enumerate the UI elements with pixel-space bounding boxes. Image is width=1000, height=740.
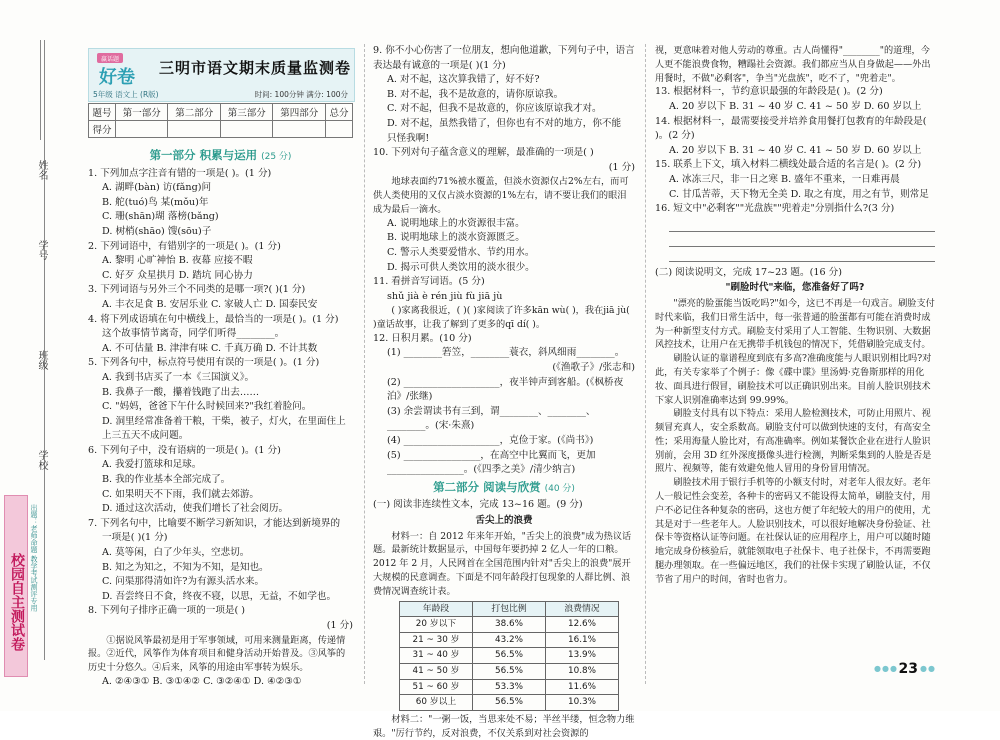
score-input-cell[interactable] — [273, 121, 326, 138]
table-header-cell: 年龄段 — [400, 601, 473, 617]
q8-points: (1 分) — [326, 620, 353, 631]
table-cell: 13.9% — [546, 648, 619, 664]
q9-option[interactable]: A. 对不起，这次算我错了，好不好? — [387, 74, 540, 86]
reading1-title: 舌尖上的浪费 — [475, 515, 533, 527]
table-cell: 38.6% — [473, 617, 546, 633]
sidebar-student-id-label: 学号 — [36, 240, 47, 260]
score-cell: 第三部分 — [220, 104, 273, 121]
question-14: 14. 根据材料一，最需要接受并培养食用餐打包教育的年龄段是( )。(2 分) — [655, 115, 927, 142]
score-table-header-row — [89, 104, 353, 121]
score-cell: 题号 — [89, 104, 116, 121]
score-input-cell[interactable] — [220, 121, 273, 138]
part2-points: (40 分) — [544, 483, 575, 494]
q7-option[interactable]: C. 问渠那得清如许?为有源头活水来。 — [102, 576, 265, 588]
table-cell: 53.3% — [473, 679, 546, 695]
part1-title-text: 第一部分 积累与运用 — [149, 148, 258, 162]
question-13: 13. 根据材料一，节约意识最强的年龄段是( )。(2 分) — [655, 86, 883, 98]
question-7: 7. 下列名句中，比喻要不断学习新知识，才能达到新境界的 — [88, 517, 341, 529]
score-cell: 第二部分 — [168, 104, 221, 121]
column-1 — [88, 146, 353, 690]
q7-option[interactable]: B. 知之为知之，不知为不知，是知也。 — [102, 561, 269, 573]
question-2: 2. 下列词语中，有错别字的一项是( )。(1 分) — [88, 240, 281, 252]
reading1-intro: (一) 阅读非连续性文本，完成 13~16 题。(9 分) — [373, 499, 583, 511]
sidebar-name-label: 姓名 — [36, 160, 47, 180]
table-header-row — [400, 601, 619, 617]
q9-option-cont: 只怪我啊! — [387, 132, 430, 144]
table-cell: 60 岁以上 — [400, 695, 473, 711]
q12-item[interactable]: (3) 余尝谓读书有三到，谓________、________、________。(宋·朱熹) — [387, 405, 596, 432]
table-cell: 11.6% — [546, 679, 619, 695]
q2-option[interactable]: C. 好歹 众星拱月 D. 踏坑 同心协力 — [102, 269, 253, 281]
sidebar-school-label: 学校 — [36, 450, 47, 470]
score-cell: 第四部分 — [273, 104, 326, 121]
column-divider — [645, 44, 646, 684]
column-divider — [364, 44, 365, 684]
q5-option[interactable]: B. 我鼻子一酸，攥着钱跑了出去…… — [102, 386, 260, 398]
table-cell: 20 岁以下 — [400, 617, 473, 633]
q7-option[interactable]: A. 莫等闲，白了少年头，空悲切。 — [102, 547, 250, 559]
table-cell: 56.5% — [473, 663, 546, 679]
question-16: 16. 短文中"必剩客""光盘族""兜着走"分别指什么?(3 分) — [655, 203, 895, 215]
reading2-paragraph: "漂亮的脸蛋能当饭吃吗?"如今，这已不再是一句戏言。刷脸支付时代来临，我们日常生活中，每一张普通的脸蛋都有可能在消费时成为一种新型支付方式。刷脸支付采用了人工智能、生物识别、大数据风控技术，让用户在无携带手机钱包的情况下，凭借刷脸完成支付。 — [655, 297, 935, 351]
question-6: 6. 下列句子中，没有语病的一项是( )。(1 分) — [88, 444, 281, 456]
sidebar-name-line — [40, 40, 41, 140]
column-2 — [373, 44, 635, 740]
part2-title — [373, 480, 635, 497]
table-row — [400, 663, 619, 679]
question-11: 11. 看拼音写词语。(5 分) — [373, 276, 485, 288]
question-7-tail: 一项是( )(1 分) — [102, 532, 168, 544]
q2-option[interactable]: A. 黎明 心旷神怡 B. 夜幕 应接不暇 — [102, 255, 253, 267]
q15-option[interactable]: A. 冰冻三尺，非一日之寒 B. 盛年不重来，一日难再晨 — [669, 173, 900, 185]
table-cell: 41 ~ 50 岁 — [400, 663, 473, 679]
reading2-intro: (二) 阅读说明文，完成 17~23 题。(16 分) — [655, 266, 842, 278]
table-cell: 56.5% — [473, 695, 546, 711]
exam-header — [88, 48, 355, 102]
q10-option[interactable]: C. 警示人类要爱惜水、节约用水。 — [387, 246, 535, 258]
part1-points: (25 分) — [261, 152, 292, 162]
q8-option[interactable]: A. ②④③① B. ③①④② C. ③②④① D. ④②③① — [102, 675, 302, 687]
q1-option[interactable]: A. 湖畔(bàn) 访(fǎng)问 — [102, 182, 212, 194]
q1-options-row — [88, 196, 353, 211]
question-5: 5. 下列各句中，标点符号使用有误的一项是( )。(1 分) — [88, 357, 320, 369]
table-row — [400, 632, 619, 648]
q9-option[interactable]: B. 对不起，我不是故意的，请你原谅我。 — [387, 88, 564, 100]
waste-survey-table — [399, 601, 619, 711]
answer-line[interactable] — [669, 247, 935, 262]
exam-title: 三明市语文期末质量监测卷 — [159, 59, 352, 77]
q12-item-source: (《渔歌子》/张志和) — [552, 362, 635, 374]
table-cell: 56.5% — [473, 648, 546, 664]
q7-option[interactable]: D. 吾尝终日不食，终夜不寝，以思，无益，不如学也。 — [102, 590, 337, 602]
q14-options[interactable]: A. 20 岁以下 B. 31 ~ 40 岁 C. 41 ~ 50 岁 D. 60 岁以上 — [669, 144, 922, 156]
score-input-cell[interactable] — [115, 121, 168, 138]
q1-option[interactable]: C. 珊(shān)瑚 落榜(bǎng) — [102, 211, 219, 223]
grade-label: 5年级 语文上 (R版) — [93, 90, 159, 99]
logo-main-text: 好卷 — [99, 67, 135, 88]
score-label: 满分: 100分 — [306, 90, 348, 99]
q12-item[interactable]: (5) ________________，在高空中比翼而飞，更加 — [387, 449, 596, 461]
q12-item[interactable]: (1) ________箬笠，________蓑衣，斜风细雨________。 — [387, 347, 625, 359]
q11-text: ( )家离我很近，( )( )家阅读了许多kān wù( )，我在jiā jù( )童话故事，让我了解到了更多的qī dí( )。 — [373, 305, 630, 331]
question-3: 3. 下列词语与另外三个不同类的是哪一项?( )(1 分) — [88, 284, 306, 296]
reading2-paragraph: 刷脸支付具有以下特点：采用人脸检测技术，可防止用照片、视频冒充真人，安全系数高。刷脸支付可以做到快速的支付，有高安全性；采用海量人脸比对，有高准确率。例如某餐饮企业在进行人脸识别前，会用 3D 红外深度摄像头进行检测，判断采集到的人脸是否是照片、视频等，能有效避免他人冒用的身份冒用情况。 — [655, 408, 932, 475]
q5-option[interactable]: A. 我到书店买了一本《三国演义》。 — [102, 371, 255, 383]
reading2-paragraph: 刷脸认证的靠谱程度到底有多高?准确度能与人眼识别相比吗?对此，有关专家举了个例子：像《碟中谍》里汤姆·克鲁斯那样的用化妆、面具进行假冒，刷脸技术可以正确识别出来。目前人脸识别技术下家人识别准确率达到 99.99%。 — [655, 353, 932, 406]
page-number-dots-left: ●●● — [874, 664, 898, 673]
q12-item[interactable]: (2) ____________________，夜半钟声到客船。(《枫桥夜 — [387, 376, 624, 388]
table-cell: 51 ~ 60 岁 — [400, 679, 473, 695]
table-cell: 31 ~ 40 岁 — [400, 648, 473, 664]
reading2-paragraph: 刷脸技术用于银行手机等的小额支付时，对老年人很友好。老年人一般记性会变差，各种卡的密码又不能设得太简单，刷脸支付，用户不必记住各种复杂的密码，这也方便了年纪较大的用户的使用，尤其是对于一些老年人。人脸识别技术，可以很好地解决身份验证、社保卡等资格认证等问题。在社保认证的应用程序上，用户可以随时随地完成身份核验后，就能领取电子社保卡、电子社保卡，不再需要跑腿办理领取。在一些偏远地区，我们的社保卡实现了刷脸认证，不仅节省了用户的时间，省时也省力。 — [655, 477, 931, 585]
q4-option[interactable]: A. 不可估量 B. 津津有味 C. 千真万确 D. 不计其数 — [102, 342, 318, 354]
table-cell: 16.1% — [546, 632, 619, 648]
q10-passage: 地球表面约71%被水覆盖，但淡水资源仅占2%左右，而可供人类使用的又仅占淡水资源的1%左右，请不要让我们的眼泪成为最后一滴水。 — [373, 176, 629, 215]
q15-option[interactable]: C. 甘瓜苦蒂，天下物无全美 D. 取之有度，用之有节，则常足 — [669, 188, 929, 200]
q6-option[interactable]: B. 我的作业基本全部完成了。 — [102, 474, 231, 486]
q6-option[interactable]: A. 我爱打篮球和足球。 — [102, 459, 202, 471]
q9-option[interactable]: C. 对不起，但我不是故意的，你应该原谅我才对。 — [387, 103, 602, 115]
table-header-cell: 浪费情况 — [546, 601, 619, 617]
page-number: 23 — [898, 661, 918, 677]
q1-options-row — [88, 181, 353, 196]
q6-option[interactable]: C. 如果明天不下雨，我们就去郊游。 — [102, 488, 260, 500]
q9-option[interactable]: D. 对不起，虽然我错了，但你也有不对的地方，你不能 — [387, 117, 622, 129]
sidebar-class-label: 班级 — [36, 350, 47, 370]
score-table — [88, 103, 353, 138]
q1-options-row — [88, 210, 353, 225]
logo-small-text: 赢话题 — [100, 56, 120, 63]
q5-option[interactable]: D. 洞里经常准备着干粮，干柴，被子，灯火，在里面住上 — [102, 415, 346, 427]
question-8: 8. 下列句子排序正确一项的一项是( ) — [88, 605, 246, 617]
table-cell: 10.3% — [546, 695, 619, 711]
question-15: 15. 联系上下文，填入材料二横线处最合适的名言是( )。(2 分) — [655, 159, 922, 171]
table-cell: 12.6% — [546, 617, 619, 633]
score-cell: 总分 — [326, 104, 353, 121]
time-score-info — [255, 89, 348, 100]
column-3 — [655, 44, 935, 587]
q6-option[interactable]: D. 通过这次活动，使我们增长了社会阅历。 — [102, 503, 289, 515]
q10-option[interactable]: A. 说明地球上的水资源很丰富。 — [387, 217, 525, 229]
q13-options[interactable]: A. 20 岁以下 B. 31 ~ 40 岁 C. 41 ~ 50 岁 D. 60 岁以上 — [669, 100, 922, 112]
score-table-score-row — [89, 121, 353, 138]
score-input-cell[interactable] — [326, 121, 353, 138]
q1-options-row — [88, 225, 353, 240]
table-header-cell: 打包比例 — [473, 601, 546, 617]
material2-continued: 视，更意味着对他人劳动的尊重。古人尚懂得"________"的道理，今人更不能浪费食物，糟蹋社会资源。我们都应当从自身做起——外出用餐时，不做"必剩客"，争当"光盘族"，吃不了，"兜着走"。 — [655, 45, 931, 84]
logo-icon — [95, 53, 147, 89]
q1-option[interactable]: B. 舵(tuó)鸟 某(mǒu)年 — [102, 196, 209, 208]
table-row — [400, 695, 619, 711]
q11-pinyin: shǔ jià è rén jiù fù jiā jù — [387, 290, 503, 302]
question-12: 12. 日积月累。(10 分) — [373, 332, 472, 344]
q10-option[interactable]: B. 说明地球上的淡水资源匮乏。 — [387, 232, 525, 244]
q3-option[interactable]: A. 丰衣足食 B. 安居乐业 C. 家破人亡 D. 国泰民安 — [102, 298, 318, 310]
question-10: 10. 下列对句子蕴含意义的理解，最准确的一项是( ) — [373, 147, 594, 159]
banner-title: 校园自主测试卷 — [9, 553, 25, 651]
score-input-cell[interactable] — [168, 121, 221, 138]
part1-title — [88, 148, 353, 165]
score-cell: 得分 — [89, 121, 116, 138]
q12-item-source: 泊》/张继) — [387, 391, 433, 403]
banner-subtitle: 出题：老师命题 教学考试测评专用 — [30, 503, 38, 611]
table-cell: 43.2% — [473, 632, 546, 648]
question-1: 1. 下列加点字注音有错的一项是( )。(1 分) — [88, 167, 272, 179]
q12-item[interactable]: (4) ____________________，克俭于家。(《尚书》) — [387, 435, 594, 447]
table-row — [400, 679, 619, 695]
page-number-dots-right: ●● — [920, 664, 936, 673]
reading2-title: "刷脸时代"来临，您准备好了吗? — [725, 282, 865, 294]
table-cell: 21 ~ 30 岁 — [400, 632, 473, 648]
q4-text: 这个故事情节离奇，同学们听得________。 — [102, 328, 285, 340]
q1-option[interactable]: D. 树梢(shāo) 馊(sōu)子 — [102, 225, 212, 237]
table-cell: 10.8% — [546, 663, 619, 679]
q12-item-source: ________________。(《四季之美》/清少纳言) — [387, 464, 576, 476]
binding-sidebar — [0, 0, 88, 711]
reading1-material2: 材料二："一粥一饭，当思来处不易；半丝半缕，恒念物力维艰。"厉行节约，反对浪费，不仅关系到对社会资源的 — [373, 713, 635, 739]
question-9: 9. 你不小心伤害了一位朋友，想向他道歉，下列句子中，语言表达最有诚意的一项是( )(1 分) — [373, 45, 635, 71]
reading1-material1: 材料一：自 2012 年来年开始，"舌尖上的浪费"成为热议话题。最新统计数据显示，中国每年要扔掉 2 亿人一年的口粮。2012 年 2 月，人民网首在全国范围内针对"舌尖上的浪费"展开大规模的民意调查。下面是不同年龄段打包现象的人群比例、浪费情况调查统计表。 — [373, 530, 632, 597]
q5-option[interactable]: C. "妈妈，爸爸下午什么时候回来?"我红着脸问。 — [102, 401, 312, 413]
score-cell: 第一部分 — [115, 104, 168, 121]
q8-passage: ①据说风筝最初是用于军事领域，可用来测量距离，传递情报。②近代，风筝作为体育项目和健身活动开始普及。③风筝的历史十分悠久。④后来，风筝的用途由军事转为娱乐。 — [88, 634, 346, 674]
q5-option-cont: 上三五天不成问题。 — [102, 430, 189, 442]
q10-option[interactable]: D. 揭示可供人类饮用的淡水很少。 — [387, 261, 535, 273]
time-label: 时间: 100分钟 — [254, 90, 304, 99]
answer-line[interactable] — [669, 217, 935, 232]
q10-points: (1 分) — [608, 161, 635, 173]
answer-line[interactable] — [669, 232, 935, 247]
part2-title-text: 第二部分 阅读与欣赏 — [433, 479, 541, 494]
table-row — [400, 617, 619, 633]
question-4: 4. 将下列成语填在句中横线上，最恰当的一项是( )。(1 分) — [88, 313, 339, 325]
table-row — [400, 648, 619, 664]
